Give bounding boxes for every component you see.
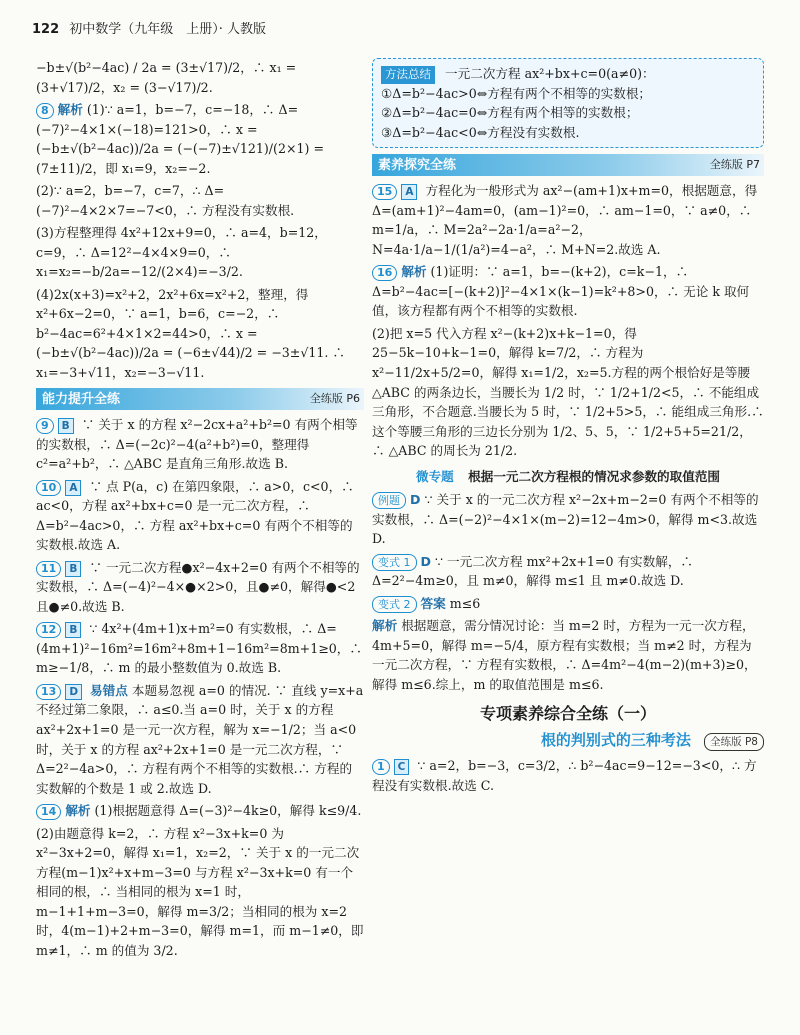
variant-1-solution [372, 552, 764, 591]
micro-topic-title: 根据一元二次方程根的情况求参数的取值范围 [468, 468, 721, 484]
solution-14-part-1 [36, 801, 364, 821]
answer-letter: D [420, 553, 431, 569]
answer-label: 答案 [420, 595, 446, 611]
analysis-label: 解析 [57, 102, 83, 118]
analysis-label: 解析 [372, 618, 398, 634]
solution-text: 方程化为一般形式为 ax²−(am+1)x+m=0，根据题意，得 Δ=(am+1)²−4am=0，(am−1)²=0，∴ am−1=0，∵ a≠0，∴ m=1/a，∴ M=2a²−2a·1/a=a²−2，N=4a·1/a−1/(1/a²)=4−a²，∴ M+N=2.故选 A. [372, 183, 758, 257]
question-number: 1 [372, 759, 390, 775]
answer-badge: A [65, 480, 81, 496]
solution-13 [36, 681, 364, 798]
solution-11 [36, 558, 364, 617]
summary-line-3: ③Δ=b²−4ac<0⇔方程没有实数根. [381, 124, 580, 140]
analysis-label: 解析 [401, 264, 427, 280]
solution-8-part-3: (3)方程整理得 4x²+12x+9=0，∴ a=4，b=12，c=9，∴ Δ=12²−4×4×9=0，∴ x₁=x₂=−b/2a=−12/(2×4)=−3/2. [36, 225, 327, 280]
variant-pill: 变式 1 [372, 554, 417, 571]
question-number: 12 [36, 622, 61, 638]
right-column [372, 58, 764, 798]
question-number: 11 [36, 561, 61, 577]
section-band-literacy [372, 154, 764, 176]
question-number: 16 [372, 265, 397, 281]
answer-text: m≤6 [449, 595, 481, 611]
band-title: 素养探究全练 [378, 158, 457, 174]
solution-text: ∵ 一元二次方程 mx²+2x+1=0 有实数解，∴ Δ=2²−4m≥0，且 m≠0，解得 m≤1 且 m≠0.故选 D. [372, 553, 694, 589]
subtitle-text: 根的判别式的三种考法 [540, 731, 691, 750]
variant-pill: 变式 2 [372, 596, 417, 613]
analysis-label: 解析 [65, 803, 91, 819]
answer-badge: B [58, 418, 74, 434]
answer-badge: A [401, 184, 417, 200]
solution-8-part-1 [36, 100, 364, 178]
summary-line-2: ②Δ=b²−4ac=0⇔方程有两个相等的实数根； [381, 105, 639, 121]
special-section-title: 专项素养综合全练（一） [479, 704, 656, 724]
solution-text: ∵ 一元二次方程●x²−4x+2=0 有两个不相等的实数根，∴ Δ=(−4)²−4×●×2>0，且●≠0，解得●<2 且●≠0.故选 B. [36, 559, 360, 614]
solution-8-part-4: (4)2x(x+3)=x²+2，2x²+6x=x²+2，整理，得 x²+6x−2=0，∵ a=1，b=6，c=−2，∴ b²−4ac=6²+4×1×2=44>0，∴ x = (−b±√(b²−4ac))/2a = (−6±√44)/2 = −3±√11. ∴ x₁=−3+√11，x₂=−3−√11. [36, 286, 345, 380]
solution-16-part-1 [372, 262, 764, 321]
summary-tag: 方法总结 [381, 66, 435, 84]
solution-14-part-2: (2)由题意得 k=2，∴ 方程 x²−3x+k=0 为 x²−3x+2=0，解得 x₁=1，x₂=2，∵ 关于 x 的一元二次方程(m−1)x²+x+m−3=0 与方程 x²−3x+k=0 有一个相同的根，∴ 当相同的根为 x=1 时，m−1+1+m−3=0，解得 m=3/2；当相同的根为 x=2 时，4(m−1)+2+m−3=0，解得 m=1，而 m−1≠0，即 m≠1，∴ m 的值为 3/2. [36, 825, 364, 958]
solution-text: ∵ 关于 x 的一元二次方程 x²−2x+m−2=0 有两个不相等的实数根，∴ Δ=(−2)²−4×1×(m−2)=12−4m>0，解得 m<3.故选 D. [372, 492, 759, 547]
question-number: 8 [36, 103, 54, 119]
book-title: 初中数学（九年级 上册）· 人教版 [69, 22, 267, 37]
question-number: 13 [36, 684, 61, 700]
question-number: 14 [36, 804, 61, 820]
micro-topic-label: 微专题 [415, 468, 454, 484]
special-section-subtitle [372, 729, 764, 752]
subtitle-ref: 全练版 P8 [704, 733, 764, 751]
answer-badge: D [65, 684, 82, 700]
summary-line-1: ①Δ=b²−4ac>0⇔方程有两个不相等的实数根； [381, 85, 652, 101]
solution-16-part-2: (2)把 x=5 代入方程 x²−(k+2)x+k−1=0，得 25−5k−10+k−1=0，解得 k=7/2，∴ 方程为 x²−11/2x+5/2=0，解得 x₁=1/2，x₂=5.方程的两个根恰好是等腰△ABC 的两条边长，当腰长为 1/2 时，∵ 1/2+1/2<5，∴ 不能组成三角形，不合题意.当腰长为 5 时，∵ 1/2+5>5，∴ 能组成三角形.∴ 这个等腰三角形的三边长分别为 1/2、5、5，∵ 1/2+5+5=21/2，∴ △ABC 的周长为 21/2. [372, 325, 764, 459]
answer-badge: B [65, 622, 81, 638]
solution-text: ∵ a=2，b=−3，c=3/2，∴ b²−4ac=9−12=−3<0，∴ 方程没有实数根.故选 C. [372, 758, 757, 793]
method-summary-box [372, 58, 764, 148]
variant-2-answer [372, 594, 764, 614]
answer-letter: D [410, 492, 421, 508]
solution-12 [36, 619, 364, 678]
example-solution [372, 490, 764, 549]
solution-10 [36, 477, 364, 555]
question-number: 9 [36, 418, 54, 434]
question-number: 15 [372, 184, 397, 200]
pitfall-label: 易错点 [90, 682, 128, 698]
answer-badge: C [394, 759, 410, 775]
micro-topic-heading [372, 467, 764, 487]
solution-text: ∵ 4x²+(4m+1)x+m²=0 有实数根，∴ Δ=(4m+1)²−16m²=16m²+8m+1−16m²=8m+1≥0，∴ m≥−1/8，∴ m 的最小整数值为 0.故选 B. [36, 621, 362, 676]
solution-text: (1)根据题意得 Δ=(−3)²−4k≥0，解得 k≤9/4. [94, 803, 362, 819]
solution-text: (1)证明：∵ a=1，b=−(k+2)，c=k−1，∴ Δ=b²−4ac=[−(k+2)]²−4×1×(k−1)=k²+8>0，∴ 无论 k 取何值，该方程都有两个不相等的实数根. [372, 264, 750, 319]
variant-2-analysis [372, 616, 764, 694]
solution-7-end: −b±√(b²−4ac) / 2a = (3±√17)/2，∴ x₁ = (3+√17)/2，x₂ = (3−√17)/2. [36, 60, 297, 95]
band-title: 能力提升全练 [42, 392, 121, 408]
solution-9 [36, 415, 364, 474]
page-header [32, 20, 266, 40]
solution-text: ∵ 点 P(a，c) 在第四象限，∴ a>0，c<0，∴ ac<0，方程 ax²+bx+c=0 是一元二次方程，∴ Δ=b²−4ac>0，∴ 方程 ax²+bx+c=0 有两个不相等的实数根.故选 A. [36, 478, 354, 553]
band-ref: 全练版 P7 [709, 158, 760, 172]
solution-text: ∵ 关于 x 的方程 x²−2cx+a²+b²=0 有两个相等的实数根，∴ Δ=(−2c)²−4(a²+b²)=0，整理得 c²=a²+b²，∴ △ABC 是直角三角形.故选 B. [36, 417, 358, 472]
example-pill: 例题 [372, 492, 406, 509]
solution-text: (1)∵ a=1，b=−7，c=−18，∴ Δ=(−7)²−4×1×(−18)=121>0，∴ x = (−b±√(b²−4ac))/2a = (−(−7)±√121)/(2×1) = (7±11)/2，即 x₁=9，x₂=−2. [36, 102, 324, 176]
section-band-ability [36, 388, 364, 410]
solution-text: 本题易忽视 a=0 的情况. ∵ 直线 y=x+a 不经过第二象限，∴ a≤0.当 a=0 时，关于 x 的方程 ax²+2x+1=0 是一元一次方程，解为 x=−1/2；当 a<0 时，关于 x 的方程 ax²+2x+1=0 是一元二次方程，∵ Δ=2²−4a>0，∴ 方程有两个不相等的实数根.∴ 方程的实数解的个数是 1 或 2.故选 D. [36, 682, 364, 796]
left-column [36, 58, 364, 963]
solution-8-part-2: (2)∵ a=2，b=−7，c=7，∴ Δ=(−7)²−4×2×7=−7<0，∴ 方程没有实数根. [36, 183, 295, 218]
page-number: 122 [32, 22, 60, 37]
band-ref: 全练版 P6 [309, 392, 360, 406]
solution-1 [372, 756, 764, 795]
summary-intro: 一元二次方程 ax²+bx+c=0(a≠0)： [445, 66, 655, 81]
solution-15 [372, 181, 764, 259]
solution-text: 根据题意，需分情况讨论：当 m=2 时，方程为一元一次方程，4m+5=0，解得 m=−5/4，原方程有实数根；当 m≠2 时，方程为一元二次方程，∵ 方程有实数根，∴ Δ=4m²−4(m−2)(m+3)≥0，解得 m≤6.综上，m 的取值范围是 m≤6. [372, 618, 757, 692]
answer-badge: B [65, 561, 81, 577]
question-number: 10 [36, 480, 61, 496]
